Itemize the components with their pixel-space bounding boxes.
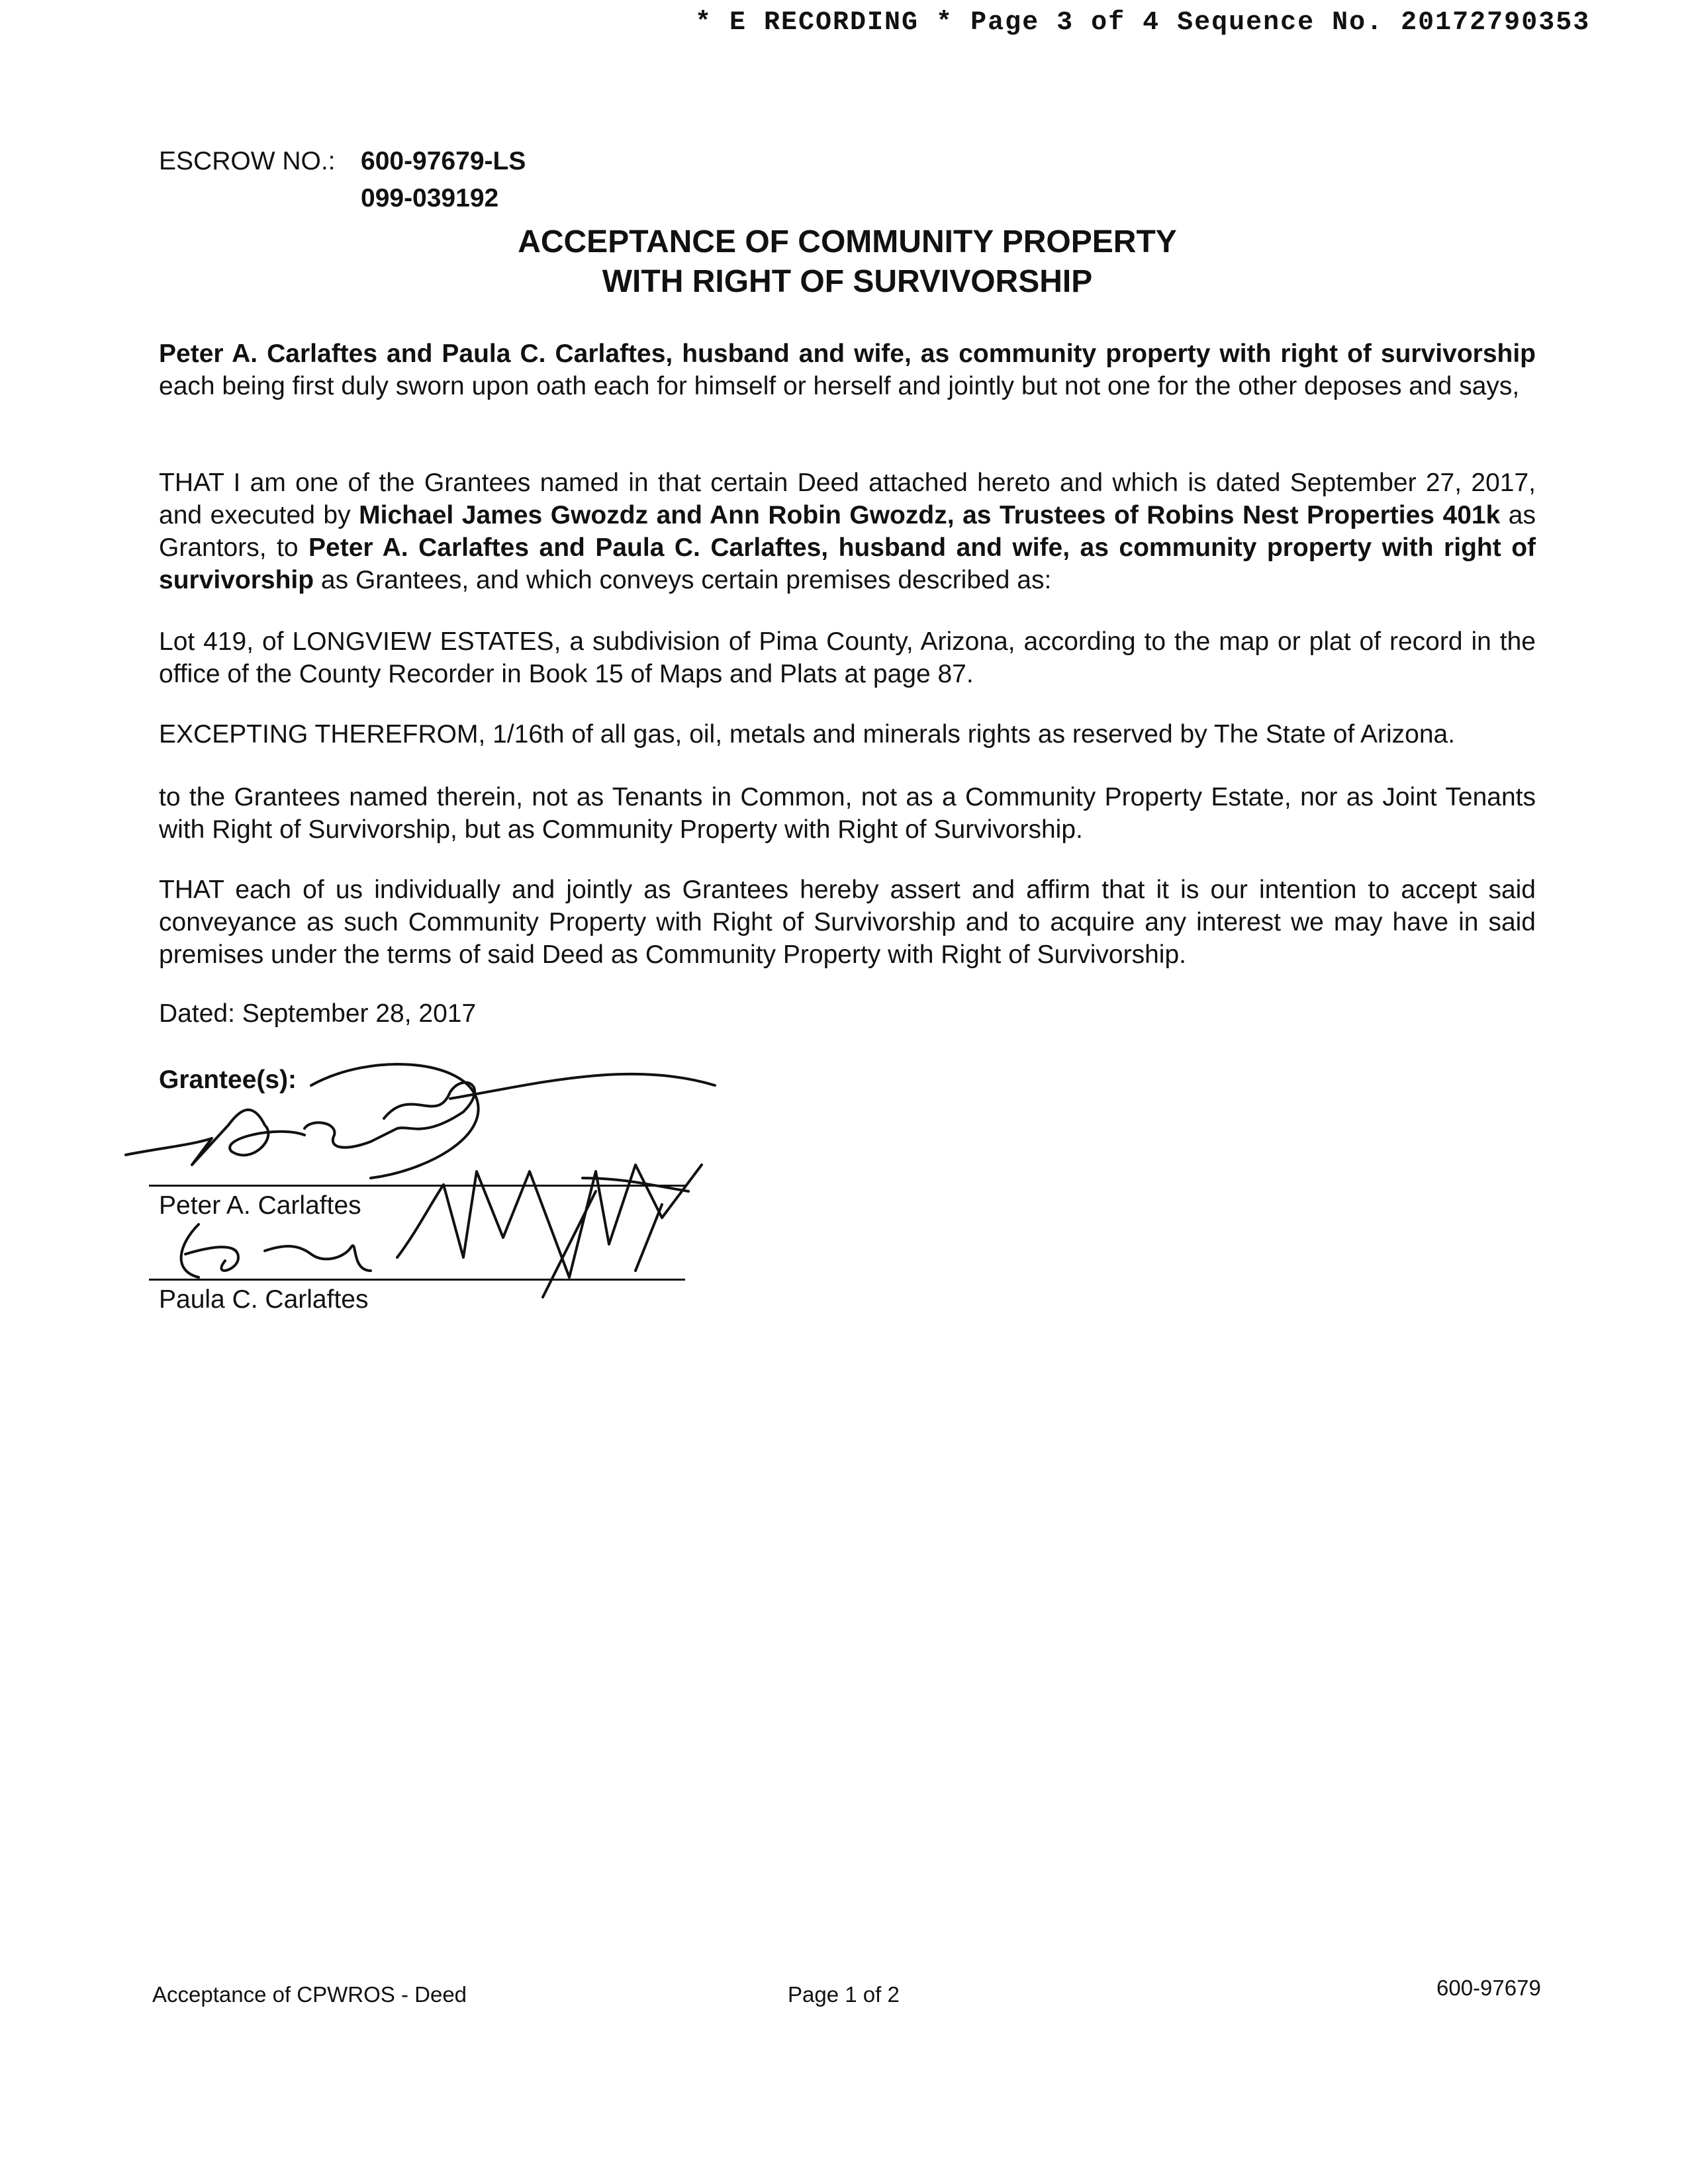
signature-peter	[126, 1064, 715, 1178]
deed-text-2: as Grantors, to	[159, 501, 1536, 562]
escrow-label: ESCROW NO.:	[159, 147, 336, 175]
escrow-number-primary: 600-97679-LS	[361, 147, 526, 175]
grantees-names: Peter A. Carlaftes and Paula C. Carlaftes, husband and wife, as community property with right of survivorship	[159, 533, 1536, 594]
paragraph-affirmation: THAT each of us individually and jointly as Grantees hereby assert and affirm that it is our intention to accept said conveyance as such Community Property with Right of Survivorship and to acquire any interest we may have in said premises under the terms of said Deed as Community Property with Right of Survivorship.	[159, 876, 1536, 969]
document-title-line1: ACCEPTANCE OF COMMUNITY PROPERTY	[518, 224, 1177, 259]
affiants-names: Peter A. Carlaftes and Paula C. Carlaftes, husband and wife, as community property with right of survivorship	[159, 340, 1536, 368]
grantors-names: Michael James Gwozdz and Ann Robin Gwozdz, as Trustees of Robins Nest Properties 401k	[359, 501, 1501, 529]
footer-document-name: Acceptance of CPWROS - Deed	[152, 1982, 467, 2007]
dated-line: Dated: September 28, 2017	[159, 999, 477, 1028]
document-title-line2: WITH RIGHT OF SURVIVORSHIP	[602, 264, 1093, 299]
signer-1-name: Peter A. Carlaftes	[159, 1191, 361, 1220]
paragraph-legal-description: Lot 419, of LONGVIEW ESTATES, a subdivision of Pima County, Arizona, according to the map or plat of record in the office of the County Recorder in Book 15 of Maps and Plats at page 87.	[159, 627, 1536, 688]
footer-escrow-number: 600-97679	[1436, 1976, 1541, 2000]
paragraph-exception: EXCEPTING THEREFROM, 1/16th of all gas, oil, metals and minerals rights as reserved by The State of Arizona.	[159, 720, 1456, 749]
signature-paula	[181, 1165, 702, 1297]
affiants-statement: each being first duly sworn upon oath each for himself or herself and jointly but not one for the other deposes and says,	[159, 372, 1520, 400]
deed-text-3: as Grantees, and which conveys certain premises described as:	[314, 566, 1052, 594]
recording-header: * E RECORDING * Page 3 of 4 Sequence No. 20172790353	[695, 8, 1591, 38]
signer-2-name: Paula C. Carlaftes	[159, 1285, 369, 1314]
deed-text-1: THAT I am one of the Grantees named in that certain Deed attached hereto and which is dated September 27, 2017, and executed by	[159, 469, 1536, 529]
escrow-number-secondary: 099-039192	[361, 184, 499, 212]
paragraph-tenancy: to the Grantees named therein, not as Tenants in Common, not as a Community Property Estate, nor as Joint Tenants with Right of Survivorship, but as Community Property with Right of Survivorship.	[159, 783, 1536, 844]
footer-page-number: Page 1 of 2	[788, 1982, 900, 2007]
grantees-label: Grantee(s):	[159, 1066, 297, 1094]
